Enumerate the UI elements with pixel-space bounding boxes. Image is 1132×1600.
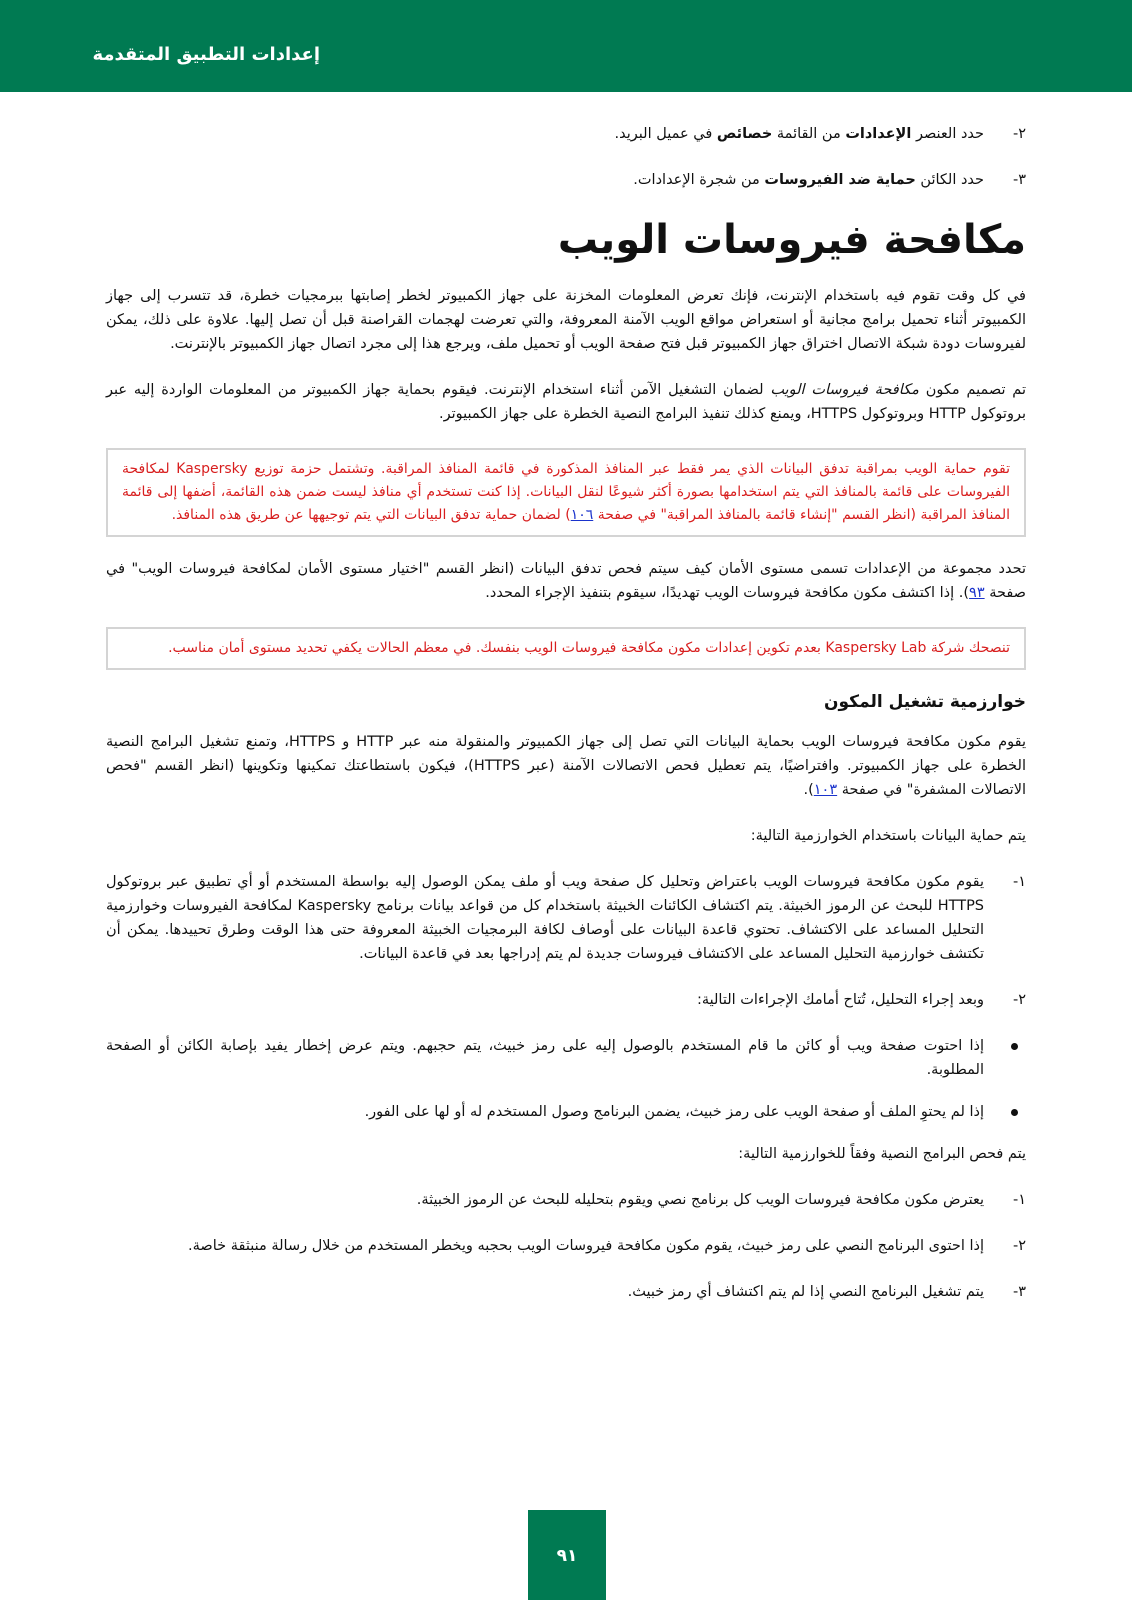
step-text: يعترض مكون مكافحة فيروسات الويب كل برنامج نصي ويقوم بتحليله للبحث عن الرموز الخبيثة. xyxy=(416,1192,984,1208)
step-bold-term: الإعدادات xyxy=(845,126,912,142)
step-bold-term: حماية ضد الفيروسات xyxy=(764,172,916,188)
list-item xyxy=(106,988,1026,1012)
design-paragraph xyxy=(106,378,1026,426)
list-item xyxy=(106,1100,1026,1124)
script-steps-list xyxy=(106,1188,1026,1304)
list-item xyxy=(106,1234,1026,1258)
step-number: ١- xyxy=(1012,1192,1026,1208)
result-bullets xyxy=(106,1034,1026,1124)
list-item xyxy=(106,122,1026,146)
step-text: يتم تشغيل البرنامج النصي إذا لم يتم اكتشاف أي رمز خبيث. xyxy=(627,1284,984,1300)
bullet-icon xyxy=(1011,1109,1018,1116)
paragraph-text: تحدد مجموعة من الإعدادات تسمى مستوى الأمان كيف سيتم فحص تدفق البيانات (انظر القسم "اختيار مستوى الأمان لمكافحة فيروسات الويب" في صفحة xyxy=(106,561,1026,601)
component-name: مكافحة فيروسات الويب xyxy=(770,382,919,398)
protect-lead: يتم حماية البيانات باستخدام الخوارزمية التالية: xyxy=(750,828,1026,844)
step-text: من القائمة xyxy=(772,126,846,142)
step-bold-term: خصائص xyxy=(716,126,773,142)
header-title: إعدادات التطبيق المتقدمة xyxy=(92,44,320,65)
bullet-text: إذا لم يحتوِ الملف أو صفحة الويب على رمز خبيث، يضمن البرنامج وصول المستخدم له أو لها على الفور. xyxy=(364,1104,984,1120)
step-text: في عميل البريد. xyxy=(614,126,717,142)
security-paragraph xyxy=(106,557,1026,605)
list-item xyxy=(106,168,1026,192)
step-number: ٢- xyxy=(1012,126,1026,142)
scripts-lead: يتم فحص البرامج النصية وفقاً للخوارزمية التالية: xyxy=(738,1146,1026,1162)
step-text: من شجرة الإعدادات. xyxy=(633,172,765,188)
step-number: ٣- xyxy=(1012,172,1026,188)
paragraph-text: ). إذا اكتشف مكون مكافحة فيروسات الويب تهديدًا، سيقوم بتنفيذ الإجراء المحدد. xyxy=(485,585,970,601)
paragraph-text: تم تصميم مكون xyxy=(918,382,1026,398)
bullet-icon xyxy=(1011,1043,1018,1050)
paragraph-text: يقوم مكون مكافحة فيروسات الويب بحماية البيانات التي تصل إلى جهاز الكمبيوتر والمنقولة منه عبر HTTP و HTTPS، وتمنع تشغيل البرامج النصية الخطرة على جهاز الكمبيوتر. وافتراضيًا، يتم تعطيل فحص الاتصالات الآمنة (عبر HTTPS)، فيكون باستطاعتك تمكينها وتكوينها (انظر القسم "فحص الاتصالات المشفرة" في صفحة xyxy=(106,734,1026,798)
page-link-106[interactable]: ١٠٦ xyxy=(570,507,594,523)
step-text: إذا احتوى البرنامج النصي على رمز خبيث، يقوم مكون مكافحة فيروسات الويب بحجبه ويخطر المستخدم من خلال رسالة منبثقة خاصة. xyxy=(188,1238,984,1254)
page-link-93[interactable]: ٩٣ xyxy=(969,585,985,601)
step-text: حدد الكائن xyxy=(915,172,984,188)
note-text: ) لضمان حماية تدفق البيانات التي يتم توجيهها عن طريق هذه المنافذ. xyxy=(171,507,571,523)
step-text: حدد العنصر xyxy=(911,126,984,142)
intro-paragraph: في كل وقت تقوم فيه باستخدام الإنترنت، فإنك تعرض المعلومات المخزنة على جهاز الكمبيوتر لخطر إصابتها ببرمجيات خطرة، قد تتسرب إلى جهاز الكمبيوتر أثناء تحميل برامج مجانية أو استعراض مواقع الويب الآمنة المعروفة، والتي تعرضت لهجمات القراصنة قبل أن تصل إليها. علاوة على ذلك، يمكن لفيروسات دودة شبكة الاتصال اختراق جهاز الكمبيوتر قبل فتح صفحة الويب أو تحميل ملف، ويرجع هذا إلى مجرد اتصال جهاز الكمبيوتر بالإنترنت. xyxy=(106,288,1026,352)
bullet-text: إذا احتوت صفحة ويب أو كائن ما قام المستخدم بالوصول إليه على رمز خبيث، يتم حجبهم. ويتم عرض إخطار يفيد بإصابة الكائن أو الصفحة المطلوبة. xyxy=(106,1038,984,1078)
step-number: ٣- xyxy=(1012,1284,1026,1300)
note-box-ports xyxy=(106,448,1026,537)
algorithm-paragraph xyxy=(106,730,1026,802)
paragraph-text: لضمان التشغيل الآمن أثناء استخدام الإنترنت. فيقوم بحماية جهاز الكمبيوتر من المعلومات الواردة إليه عبر بروتوكول HTTP وبروتوكول HTTPS، ويمنع كذلك تنفيذ البرامج النصية الخطرة على جهاز الكمبيوتر. xyxy=(106,382,1026,422)
paragraph-text: ). xyxy=(803,782,814,798)
page-number: ٩١ xyxy=(556,1546,578,1566)
step-text: وبعد إجراء التحليل، تُتاح أمامك الإجراءات التالية: xyxy=(696,992,984,1008)
step-number: ١- xyxy=(1012,874,1026,890)
note-text: تقوم حماية الويب بمراقبة تدفق البيانات الذي يمر فقط عبر المنافذ المذكورة في قائمة المنافذ المراقبة. وتشتمل حزمة توزيع Kaspersky لمكافحة الفيروسات على قائمة بالمنافذ التي يتم استخدامها بصورة أكثر شيوعًا لنقل البيانات. إذا كنت تستخدم أي منافذ ليست ضمن هذه القائمة، أضفها إلى قائمة المنافذ المراقبة (انظر القسم "إنشاء قائمة بالمنافذ المراقبة" في صفحة xyxy=(122,461,1010,523)
step-number: ٢- xyxy=(1012,1238,1026,1254)
protect-steps-list xyxy=(106,870,1026,1012)
page-content xyxy=(106,122,1026,1326)
note-box-recommendation: تنصحك شركة Kaspersky Lab بعدم تكوين إعدادات مكون مكافحة فيروسات الويب بنفسك. في معظم الحالات يكفي تحديد مستوى أمان مناسب. xyxy=(106,627,1026,670)
page-title: مكافحة فيروسات الويب xyxy=(557,217,1026,263)
list-item xyxy=(106,1280,1026,1304)
list-item xyxy=(106,1034,1026,1082)
page-link-103[interactable]: ١٠٣ xyxy=(813,782,838,798)
list-item xyxy=(106,870,1026,966)
step-text: يقوم مكون مكافحة فيروسات الويب باعتراض وتحليل كل صفحة ويب أو ملف يمكن الوصول إليه بواسطة المستخدم أو أي تطبيق عبر بروتوكول HTTPS للبحث عن الرموز الخبيثة. يتم اكتشاف الكائنات الخبيثة باستخدام كل من قواعد بيانات برنامج Kaspersky لمكافحة الفيروسات وخوارزمية التحليل المساعد على الاكتشاف. تحتوي قاعدة البيانات على أوصاف لكافة البرمجيات الخبيثة المعروفة حتى هذا الوقت وطرق تحييدها. يمكن أن تكتشف خوارزمية التحليل المساعد على الاكتشاف فيروسات جديدة لم يتم إدراجها بعد في قاعدة البيانات. xyxy=(106,874,985,962)
section-title: خوارزمية تشغيل المكون xyxy=(824,692,1026,712)
step-number: ٢- xyxy=(1012,992,1026,1008)
top-steps-list xyxy=(106,122,1026,192)
list-item xyxy=(106,1188,1026,1212)
